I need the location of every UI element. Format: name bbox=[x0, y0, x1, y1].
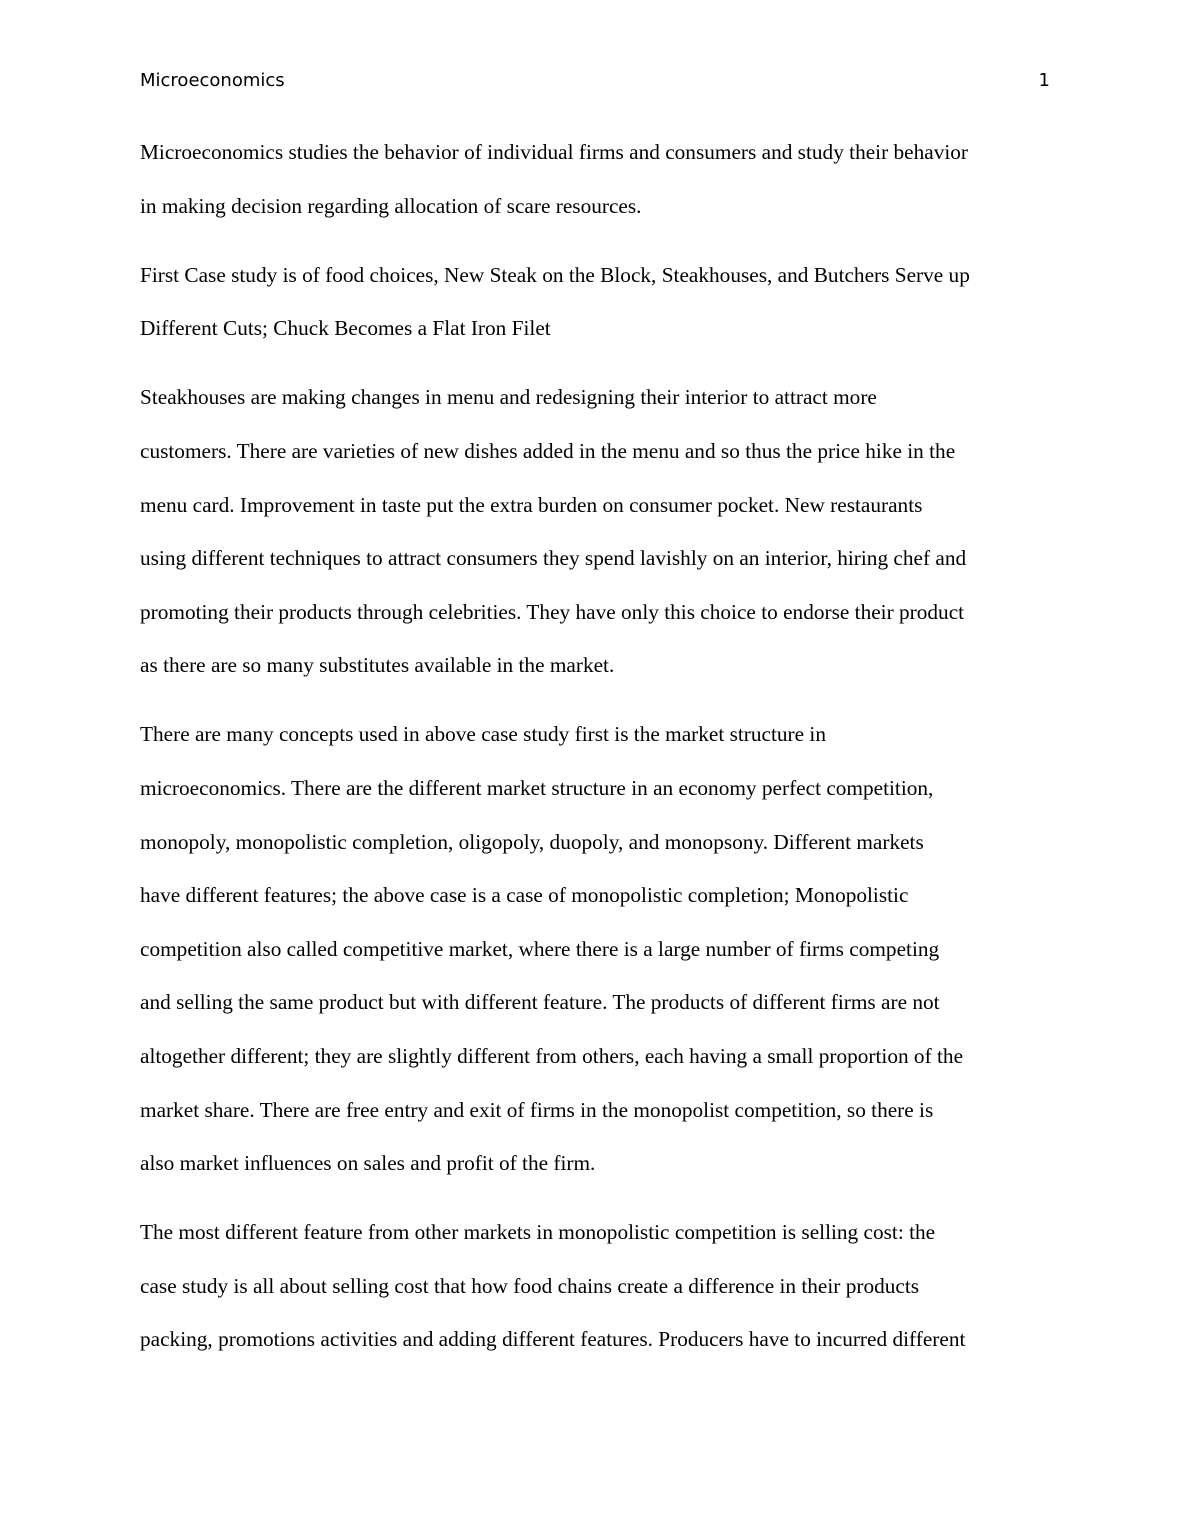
text-line: as there are so many substitutes available in the market. bbox=[140, 653, 615, 678]
text-line: promoting their products through celebrities. They have only this choice to endorse their product bbox=[140, 599, 965, 624]
page-header bbox=[140, 70, 1050, 98]
paragraph-case-study-title bbox=[140, 249, 1055, 356]
paragraph-intro bbox=[140, 126, 1055, 233]
text-line: altogether different; they are slightly different from others, each having a small proportion of the bbox=[140, 1044, 964, 1068]
text-line: using different techniques to attract consumers they spend lavishly on an interior, hiring chef and bbox=[140, 546, 967, 571]
text-line: have different features; the above case is a case of monopolistic completion; Monopolistic bbox=[140, 883, 909, 908]
paragraph-steakhouses bbox=[140, 371, 1055, 693]
text-line: Steakhouses are making changes in menu and redesigning their interior to attract more bbox=[140, 385, 877, 410]
text-line: menu card. Improvement in taste put the extra burden on consumer pocket. New restaurants bbox=[140, 492, 923, 517]
text-line: packing, promotions activities and adding different features. Producers have to incurred different bbox=[140, 1327, 966, 1352]
page-number: 1 bbox=[1038, 70, 1050, 91]
text-line: Different Cuts; Chuck Becomes a Flat Iron Filet bbox=[140, 316, 551, 341]
text-line: also market influences on sales and profit of the firm. bbox=[140, 1151, 596, 1176]
text-line: market share. There are free entry and exit of firms in the monopolist competition, so there is bbox=[140, 1097, 934, 1122]
running-head-title: Microeconomics bbox=[140, 70, 285, 91]
paragraph-market-structure bbox=[140, 708, 1055, 1190]
text-line: Microeconomics studies the behavior of individual firms and consumers and study their behavior bbox=[140, 140, 969, 164]
text-line: The most different feature from other markets in monopolistic competition is selling cost: the bbox=[140, 1220, 936, 1245]
document-body bbox=[140, 126, 1055, 1383]
text-line: There are many concepts used in above case study first is the market structure in bbox=[140, 722, 826, 747]
text-line: competition also called competitive market, where there is a large number of firms competing bbox=[140, 936, 940, 961]
text-line: microeconomics. There are the different market structure in an economy perfect competition, bbox=[140, 776, 934, 801]
text-line: monopoly, monopolistic completion, oligopoly, duopoly, and monopsony. Different markets bbox=[140, 829, 924, 854]
paragraph-selling-cost bbox=[140, 1206, 1055, 1367]
text-line: customers. There are varieties of new dishes added in the menu and so thus the price hike in the bbox=[140, 438, 956, 463]
text-line: in making decision regarding allocation of scare resources. bbox=[140, 193, 642, 218]
text-line: First Case study is of food choices, New Steak on the Block, Steakhouses, and Butchers Serve up bbox=[140, 262, 970, 287]
text-line: case study is all about selling cost that how food chains create a difference in their products bbox=[140, 1273, 920, 1298]
text-line: and selling the same product but with different feature. The products of different firms are not bbox=[140, 990, 940, 1015]
